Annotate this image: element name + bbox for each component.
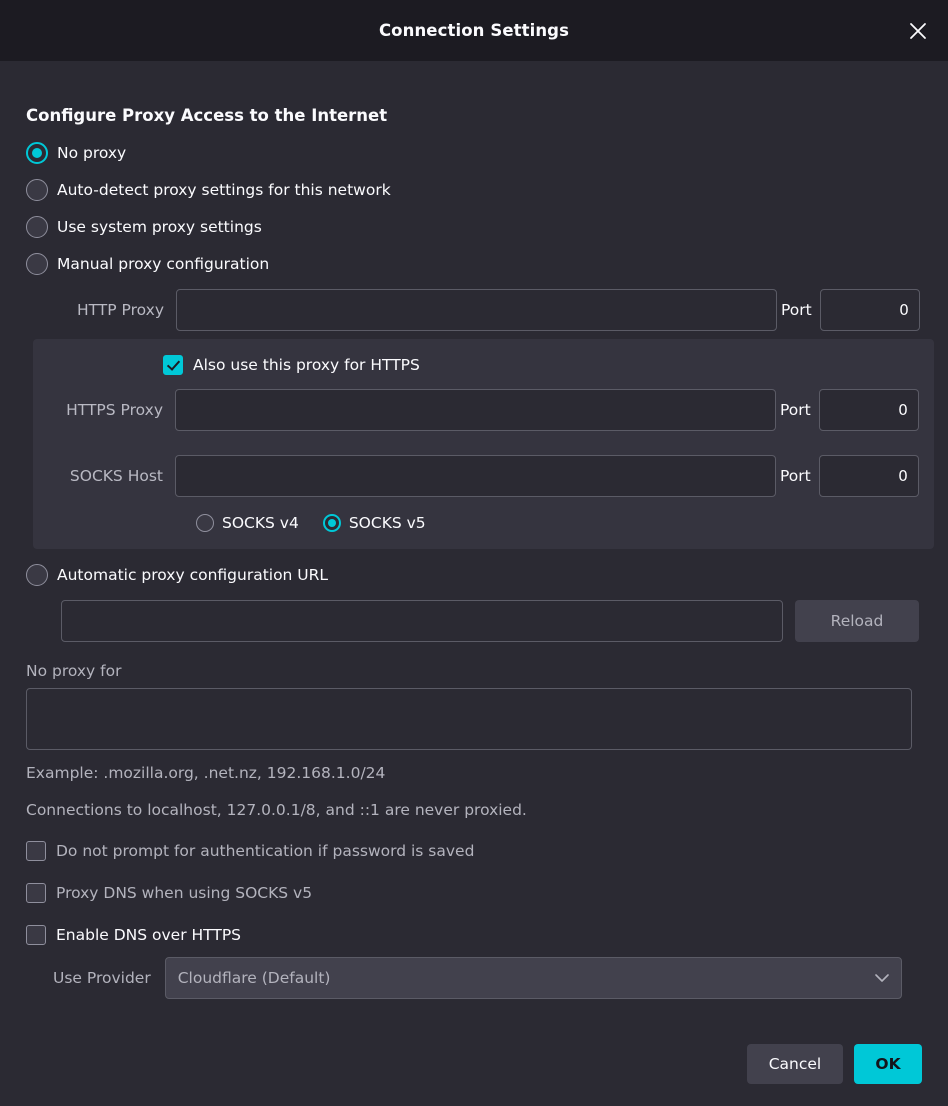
option-row-no-auth-prompt[interactable] [26,841,922,861]
radio-label-system-proxy: Use system proxy settings [57,218,262,236]
section-heading: Configure Proxy Access to the Internet [26,106,388,125]
dialog-footer [747,1044,922,1084]
socks-host-input[interactable] [175,455,776,497]
no-proxy-for-label: No proxy for [26,662,122,680]
radio-row-system-proxy[interactable] [26,215,922,239]
enable-doh-label: Enable DNS over HTTPS [56,926,242,944]
doh-provider-value: Cloudflare (Default) [177,969,331,987]
no-auth-prompt-checkbox[interactable] [26,841,46,861]
doh-provider-row [53,957,922,999]
radio-socks-v5[interactable] [323,514,341,532]
socks-port-label: Port [780,467,811,485]
no-proxy-for-textarea[interactable] [26,688,912,750]
radio-label-pac-url: Automatic proxy configuration URL [57,566,329,584]
radio-row-socks-v5[interactable] [323,511,426,535]
radio-label-socks-v4: SOCKS v4 [222,514,299,532]
radio-row-no-proxy[interactable] [26,141,922,165]
socks-version-group [196,511,934,535]
pac-url-input[interactable] [61,600,783,642]
radio-row-manual-proxy[interactable] [26,252,922,276]
no-auth-prompt-label: Do not prompt for authentication if password is saved [56,842,475,860]
https-proxy-label: HTTPS Proxy [66,401,163,419]
radio-label-auto-detect: Auto-detect proxy settings for this network [57,181,391,199]
option-row-enable-doh[interactable] [26,925,922,945]
doh-provider-select[interactable] [165,957,902,999]
localhost-note: Connections to localhost, 127.0.0.1/8, and ::1 are never proxied. [26,801,527,819]
https-socks-panel [33,339,934,549]
no-proxy-example: Example: .mozilla.org, .net.nz, 192.168.1.0/24 [26,764,386,782]
radio-label-no-proxy: No proxy [57,144,127,162]
option-row-proxy-dns[interactable] [26,883,922,903]
enable-doh-checkbox[interactable] [26,925,46,945]
http-proxy-row [64,289,922,331]
radio-pac-url[interactable] [26,564,48,586]
https-port-input[interactable] [819,389,919,431]
radio-row-socks-v4[interactable] [196,511,299,535]
https-proxy-input[interactable] [175,389,776,431]
socks-host-row [53,455,934,497]
dialog-title: Connection Settings [378,21,570,40]
chevron-down-icon [875,974,889,982]
socks-host-label: SOCKS Host [69,467,163,485]
ok-button[interactable]: OK [854,1044,922,1084]
http-port-input[interactable] [820,289,920,331]
radio-row-auto-detect[interactable] [26,178,922,202]
also-https-row[interactable] [163,355,934,375]
radio-socks-v4[interactable] [196,514,214,532]
options-group [26,841,922,945]
also-https-checkbox[interactable] [163,355,183,375]
radio-manual-proxy[interactable] [26,253,48,275]
radio-row-pac-url[interactable] [26,563,922,587]
radio-auto-detect[interactable] [26,179,48,201]
pac-url-row [61,600,922,642]
radio-label-manual-proxy: Manual proxy configuration [57,255,270,273]
also-https-label: Also use this proxy for HTTPS [193,356,420,374]
dialog-content [0,61,948,1106]
doh-provider-label: Use Provider [53,969,151,987]
socks-port-input[interactable] [819,455,919,497]
reload-button[interactable]: Reload [795,600,919,642]
cancel-button[interactable]: Cancel [747,1044,843,1084]
https-port-label: Port [780,401,811,419]
http-proxy-input[interactable] [176,289,777,331]
proxy-dns-label: Proxy DNS when using SOCKS v5 [56,884,313,902]
http-port-label: Port [781,301,812,319]
http-proxy-label: HTTP Proxy [76,301,164,319]
radio-system-proxy[interactable] [26,216,48,238]
close-icon[interactable] [896,9,940,53]
proxy-dns-checkbox[interactable] [26,883,46,903]
radio-label-socks-v5: SOCKS v5 [348,514,426,532]
dialog-titlebar [0,0,948,61]
radio-no-proxy[interactable] [26,142,48,164]
https-proxy-row [53,389,934,431]
